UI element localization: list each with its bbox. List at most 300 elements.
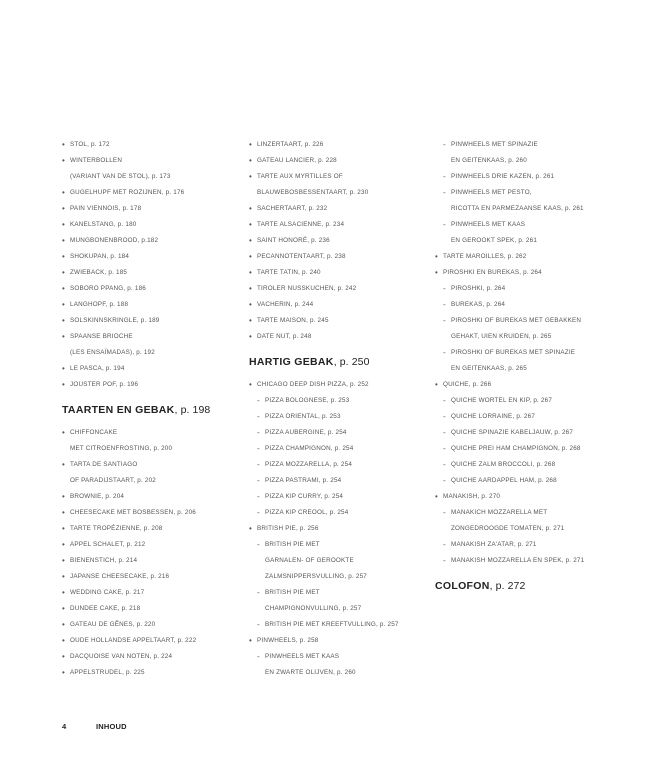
toc-subitem (435, 521, 635, 537)
toc-item-title: TARTE MAROILLES (443, 253, 504, 260)
toc-item (62, 441, 242, 457)
toc-item (62, 473, 242, 489)
bullet-icon: • (62, 332, 66, 341)
toc-item-page: , p. 268 (534, 477, 557, 484)
toc-item-page: , p. 258 (295, 637, 319, 644)
section-page: , p. 250 (333, 356, 370, 368)
page-footer (62, 722, 127, 731)
bullet-icon: • (62, 252, 66, 261)
toc-column-2 (249, 137, 429, 681)
toc-list (62, 137, 242, 393)
toc-item (62, 377, 242, 393)
toc-item-title: APPEL SCHALET (70, 541, 123, 548)
toc-item-page: , p. 172 (87, 141, 110, 148)
toc-item-page: , p. 202 (133, 477, 156, 484)
toc-item-page: , p. 208 (139, 525, 163, 532)
bullet-icon: • (62, 364, 66, 373)
toc-item-title: BROWNIE (70, 493, 102, 500)
toc-subitem (435, 537, 635, 553)
toc-item-title: CHEESECAKE MET BOSBESSEN (70, 509, 174, 516)
toc-item-title: (LES ENSAÏMADAS) (70, 349, 133, 356)
toc-item-title: BIENENSTICH (70, 557, 115, 564)
dash-icon: - (257, 428, 260, 437)
bullet-icon: • (249, 172, 253, 181)
toc-item-title: PIZZA CHAMPIGNON (265, 445, 331, 452)
toc-item-title: QUICHE WORTEL EN KIP (451, 397, 530, 404)
bullet-icon: • (62, 268, 66, 277)
toc-item-title: EN GEROOKT SPEK (451, 237, 515, 244)
toc-item (62, 169, 242, 185)
toc-item-title: PIROSHKI OF BUREKAS MET GEBAKKEN (451, 317, 582, 324)
toc-item-page: , p. 228 (314, 157, 337, 164)
toc-item (62, 265, 242, 281)
toc-item-page: , p. 186 (123, 285, 146, 292)
toc-item-title: PIZZA KIP CREOOL (265, 509, 326, 516)
toc-item-page: , p. 271 (561, 557, 585, 564)
dash-icon: - (257, 444, 260, 453)
toc-column-3 (435, 137, 635, 601)
bullet-icon: • (62, 620, 66, 629)
page-number: 4 (62, 722, 67, 731)
toc-item-title: OF PARADIJSTAART (70, 477, 134, 484)
dash-icon: - (443, 300, 446, 309)
dash-icon: - (443, 396, 446, 405)
toc-item-title: EN ZWARTE OLIJVEN (265, 669, 334, 676)
dash-icon: - (443, 444, 446, 453)
toc-subitem (435, 281, 635, 297)
bullet-icon: • (62, 300, 66, 309)
toc-item-page: , p. 224 (149, 653, 173, 660)
toc-item-title: QUICHE (443, 381, 469, 388)
toc-item-page: , p. 261 (531, 173, 555, 180)
bullet-icon: • (249, 300, 253, 309)
toc-item-title: TARTE MAISON (257, 317, 307, 324)
toc-item (249, 313, 429, 329)
toc-subitem (435, 553, 635, 569)
toc-item-page: , p. 257 (344, 573, 367, 580)
toc-item-page: , p. 267 (550, 429, 574, 436)
bullet-icon: • (62, 204, 66, 213)
toc-subitem (249, 585, 429, 601)
toc-item (249, 201, 429, 217)
dash-icon: - (443, 460, 446, 469)
toc-item-page: , p. 254 (318, 477, 342, 484)
dash-icon: - (443, 556, 446, 565)
toc-item (249, 281, 429, 297)
toc-item-page: , p. 192 (132, 349, 155, 356)
toc-item-page: , p. 257 (338, 605, 362, 612)
toc-item-title: PIZZA BOLOGNESE (265, 397, 327, 404)
toc-item (62, 601, 242, 617)
toc-item-title: QUICHE LORRAINE (451, 413, 513, 420)
toc-item-title: PINWHEELS DRIE KAZEN (451, 173, 532, 180)
section-title: COLOFON (435, 580, 490, 592)
toc-item-title: QUICHE AARDAPPEL HAM (451, 477, 535, 484)
toc-item-title: BRITISH PIE (257, 525, 296, 532)
bullet-icon: • (62, 508, 66, 517)
toc-item (249, 265, 429, 281)
bullet-icon: • (62, 460, 66, 469)
toc-item-title: TIROLER NUSSKUCHEN (257, 285, 334, 292)
toc-item-page: , p. 240 (298, 269, 321, 276)
toc-item-page: , p. 262 (503, 253, 527, 260)
dash-icon: - (443, 140, 446, 149)
toc-item (62, 617, 242, 633)
toc-item-title: WINTERBOLLEN (70, 157, 123, 164)
toc-item-title: SPAANSE BRIOCHE (70, 333, 133, 340)
toc-item (249, 185, 429, 201)
section-title: TAARTEN EN GEBAK (62, 404, 175, 416)
bullet-icon: • (62, 556, 66, 565)
toc-item-page: , p. 265 (504, 365, 527, 372)
toc-item-title: SOLSKINNSKRINGLE (70, 317, 137, 324)
toc-item-page: , p. 254 (324, 429, 347, 436)
bullet-icon: • (249, 236, 253, 245)
dash-icon: - (257, 620, 260, 629)
bullet-icon: • (249, 268, 253, 277)
toc-item-page: , p. 257 (376, 621, 399, 628)
toc-item-page: , p. 230 (345, 189, 369, 196)
toc-item-page: , p. 271 (513, 541, 537, 548)
toc-item-title: BRITISH PIE MET (265, 541, 320, 548)
dash-icon: - (443, 172, 446, 181)
toc-item-page: , p. 236 (307, 237, 330, 244)
toc-item-title: GATEAU LANCIER (257, 157, 315, 164)
section-heading (62, 403, 242, 417)
toc-item (62, 281, 242, 297)
section-heading (435, 579, 635, 593)
toc-item-title: SOBORO PPANG (70, 285, 124, 292)
footer-label: INHOUD (96, 722, 127, 731)
toc-subitem (435, 153, 635, 169)
toc-item-title: SAINT HONORÉ (257, 237, 308, 244)
toc-subitem (435, 457, 635, 473)
toc-item-page: , p. 270 (477, 493, 501, 500)
bullet-icon: • (62, 572, 66, 581)
toc-item-title: MANAKISH MOZZARELLA EN SPEK (451, 557, 562, 564)
bullet-icon: • (249, 636, 253, 645)
toc-item-page: , p. 220 (132, 621, 156, 628)
toc-subitem (249, 569, 429, 585)
toc-item-page: , p. 264 (482, 301, 506, 308)
bullet-icon: • (62, 156, 66, 165)
toc-item-page: , p. 271 (541, 525, 565, 532)
toc-item-title: STOL (70, 141, 88, 148)
toc-item-page: , p. 204 (101, 493, 125, 500)
toc-item-page: , p. 180 (113, 221, 137, 228)
toc-item-page: , p. 264 (519, 269, 542, 276)
toc-subitem (249, 617, 429, 633)
toc-item-page: , p. 267 (512, 413, 536, 420)
toc-item-page: , p. 265 (528, 333, 552, 340)
toc-item-title: QUICHE SPINAZIE KABELJAUW (451, 429, 551, 436)
toc-item (62, 457, 242, 473)
bullet-icon: • (62, 636, 66, 645)
toc-item-title: MANAKISH ZA'ATAR (451, 541, 514, 548)
toc-item-title: VACHERIN (257, 301, 291, 308)
toc-item-page: , p. 218 (117, 605, 141, 612)
toc-subitem (435, 169, 635, 185)
toc-item-page: , p. 267 (529, 397, 553, 404)
bullet-icon: • (62, 428, 66, 437)
toc-subitem (435, 425, 635, 441)
dash-icon: - (443, 348, 446, 357)
toc-item-page: , p. 222 (173, 637, 197, 644)
toc-item (62, 569, 242, 585)
toc-item-title: PINWHEELS (257, 637, 296, 644)
toc-item-title: PIROSHKI EN BUREKAS (443, 269, 520, 276)
toc-item (62, 649, 242, 665)
toc-item-page: , p. 252 (346, 381, 369, 388)
dash-icon: - (443, 284, 446, 293)
toc-item-title: KANELSTANG (70, 221, 114, 228)
toc-item (249, 377, 429, 393)
toc-item (249, 249, 429, 265)
toc-item-title: TARTE AUX MYRTILLES OF (257, 173, 343, 180)
toc-item-page: , p. 260 (504, 157, 527, 164)
dash-icon: - (443, 508, 446, 517)
toc-item-title: APPELSTRUDEL (70, 669, 123, 676)
toc-subitem (435, 345, 635, 361)
toc-item (62, 585, 242, 601)
toc-subitem (249, 649, 429, 665)
toc-subitem (435, 505, 635, 521)
toc-item-page: , p. 254 (325, 509, 349, 516)
toc-item-page: , p. 206 (173, 509, 196, 516)
section-page: , p. 272 (489, 580, 526, 592)
toc-subitem (249, 489, 429, 505)
toc-item-title: BRITISH PIE MET (265, 589, 320, 596)
toc-item (62, 233, 242, 249)
toc-item-page: , p. 245 (306, 317, 329, 324)
toc-item-page: , p. 253 (326, 397, 350, 404)
toc-subitem (435, 185, 635, 201)
section-page: , p. 198 (174, 404, 211, 416)
toc-item-title: GARNALEN- OF GEROOKTE (265, 557, 354, 564)
bullet-icon: • (62, 604, 66, 613)
toc-item-title: JAPANSE CHEESECAKE (70, 573, 147, 580)
toc-list (435, 137, 635, 569)
toc-item-page: , p. 232 (304, 205, 328, 212)
dash-icon: - (257, 508, 260, 517)
toc-item-title: ZONGEDROOGDE TOMATEN (451, 525, 542, 532)
toc-item-page: , p. 266 (468, 381, 492, 388)
dash-icon: - (443, 316, 446, 325)
toc-item-title: TARTE ALSACIENNE (257, 221, 322, 228)
toc-subitem (249, 409, 429, 425)
toc-item-title: BLAUWEBOSBESSENTAART (257, 189, 346, 196)
toc-item (249, 297, 429, 313)
toc-item-title: MANAKICH MOZZARELLA MET (451, 509, 548, 516)
toc-item-title: PINWHEELS MET PESTO, (451, 189, 532, 196)
toc-item (249, 169, 429, 185)
dash-icon: - (257, 540, 260, 549)
toc-item-title: PIZZA AUBERGINE (265, 429, 324, 436)
toc-item-page: , p. 173 (147, 173, 171, 180)
toc-item-title: EN GEITENKAAS (451, 365, 505, 372)
bullet-icon: • (249, 284, 253, 293)
toc-item-title: CHICAGO DEEP DISH PIZZA (257, 381, 347, 388)
toc-item (249, 633, 429, 649)
bullet-icon: • (249, 252, 253, 261)
toc-item-page: , p. 184 (106, 253, 130, 260)
toc-item-page: , p. 185 (104, 269, 128, 276)
bullet-icon: • (435, 268, 439, 277)
dash-icon: - (443, 540, 446, 549)
bullet-icon: • (435, 380, 439, 389)
toc-item (249, 233, 429, 249)
toc-item-title: DACQUOISE VAN NOTEN (70, 653, 150, 660)
toc-item-title: GATEAU DE GÊNES (70, 621, 133, 628)
bullet-icon: • (249, 204, 253, 213)
bullet-icon: • (62, 316, 66, 325)
toc-item-title: PIZZA KIP CURRY (265, 493, 321, 500)
toc-item (62, 297, 242, 313)
bullet-icon: • (62, 588, 66, 597)
toc-item-title: PINWHEELS MET KAAS (451, 221, 526, 228)
toc-item-page: , p. 254 (330, 445, 354, 452)
toc-item-page: , p. 178 (118, 205, 142, 212)
toc-item-page: , p. 268 (532, 461, 556, 468)
toc-item (62, 521, 242, 537)
toc-item (62, 329, 242, 345)
dash-icon: - (443, 220, 446, 229)
dash-icon: - (257, 396, 260, 405)
dash-icon: - (443, 188, 446, 197)
toc-item-page: , p. 268 (558, 445, 581, 452)
toc-item-title: PINWHEELS MET KAAS (265, 653, 340, 660)
toc-list (249, 377, 429, 681)
toc-subitem (249, 441, 429, 457)
toc-item-page: , p. 261 (561, 205, 584, 212)
bullet-icon: • (62, 540, 66, 549)
toc-item-title: WEDDING CAKE (70, 589, 122, 596)
bullet-icon: • (62, 492, 66, 501)
toc-item-title: TARTE TATIN (257, 269, 299, 276)
toc-item-page: , p. 217 (121, 589, 145, 596)
toc-subitem (435, 393, 635, 409)
toc-item (62, 345, 242, 361)
toc-item-title: TARTE TROPÉZIENNE (70, 525, 140, 532)
toc-item-page: , p. 244 (290, 301, 314, 308)
toc-item-title: PIROSHKI (451, 285, 483, 292)
dash-icon: - (257, 492, 260, 501)
dash-icon: - (443, 412, 446, 421)
toc-item (62, 137, 242, 153)
toc-item-title: BRITISH PIE MET KREEFTVULLING (265, 621, 377, 628)
toc-item-title: BUREKAS (451, 301, 483, 308)
bullet-icon: • (249, 380, 253, 389)
toc-item-title: LE PASCA (70, 365, 102, 372)
toc-item-title: MUNGBONENBROOD (70, 237, 138, 244)
dash-icon: - (443, 476, 446, 485)
toc-subitem (249, 553, 429, 569)
toc-item-title: MET CITROENFROSTING (70, 445, 150, 452)
toc-item (249, 217, 429, 233)
toc-item (62, 217, 242, 233)
toc-item-title: OUDE HOLLANDSE APPELTAART (70, 637, 174, 644)
toc-item-title: (VARIANT VAN DE STOL) (70, 173, 148, 180)
dash-icon: - (257, 412, 260, 421)
section-title: HARTIG GEBAK (249, 356, 334, 368)
toc-item-title: LINZERTAART (257, 141, 301, 148)
dash-icon: - (257, 476, 260, 485)
toc-item-title: EN GEITENKAAS (451, 157, 505, 164)
toc-item (62, 201, 242, 217)
toc-item-page: , p. 234 (321, 221, 345, 228)
toc-item-title: GEHAKT, UIEN KRUIDEN (451, 333, 529, 340)
toc-item-title: QUICHE ZALM BROCCOLI (451, 461, 533, 468)
toc-item (435, 249, 635, 265)
bullet-icon: • (249, 156, 253, 165)
dash-icon: - (443, 428, 446, 437)
toc-item (62, 633, 242, 649)
toc-item-title: ZWIEBACK (70, 269, 105, 276)
toc-subitem (249, 601, 429, 617)
dash-icon: - (257, 652, 260, 661)
toc-subitem (435, 217, 635, 233)
dash-icon: - (257, 588, 260, 597)
bullet-icon: • (249, 524, 253, 533)
toc-item-title: PAIN VIENNOIS (70, 205, 119, 212)
bullet-icon: • (249, 220, 253, 229)
toc-item-title: SHOKUPAN (70, 253, 107, 260)
bullet-icon: • (62, 284, 66, 293)
toc-item (249, 153, 429, 169)
toc-item-title: DUNDEE CAKE (70, 605, 118, 612)
toc-item-page: , p. 254 (320, 493, 344, 500)
toc-item-title: ZALMSNIPPERSVULLING (265, 573, 345, 580)
toc-item-page: , p. 225 (122, 669, 145, 676)
toc-item-title: PIROSHKI OF BUREKAS MET SPINAZIE (451, 349, 576, 356)
toc-subitem (435, 441, 635, 457)
toc-subitem (435, 297, 635, 313)
bullet-icon: • (249, 332, 253, 341)
toc-item-page: , p. 256 (295, 525, 319, 532)
bullet-icon: • (435, 492, 439, 501)
toc-item-page: , p. 214 (114, 557, 138, 564)
toc-list (62, 425, 242, 681)
toc-item-page: , p. 176 (161, 189, 185, 196)
toc-item-title: PIZZA PASTRAMI (265, 477, 319, 484)
toc-item-page: , p. 189 (136, 317, 160, 324)
toc-item (249, 521, 429, 537)
toc-item (62, 537, 242, 553)
toc-subitem (249, 505, 429, 521)
toc-subitem (249, 457, 429, 473)
toc-item-title: PIZZA MOZZARELLA (265, 461, 330, 468)
toc-item-title: DATE NUT (257, 333, 289, 340)
toc-subitem (249, 537, 429, 553)
toc-item-title: SACHERTAART (257, 205, 305, 212)
bullet-icon: • (62, 188, 66, 197)
toc-item-title: CHIFFONCAKE (70, 429, 118, 436)
bullet-icon: • (62, 524, 66, 533)
toc-item-page: , p. 242 (333, 285, 357, 292)
toc-item (249, 329, 429, 345)
toc-item (435, 265, 635, 281)
toc-item-page: , p. 196 (115, 381, 139, 388)
toc-item-page: , p. 194 (101, 365, 125, 372)
toc-item-title: PIZZA ORIENTAL (265, 413, 319, 420)
toc-subitem (435, 361, 635, 377)
toc-item-title: QUICHE PREI HAM CHAMPIGNON (451, 445, 559, 452)
bullet-icon: • (249, 140, 253, 149)
toc-item (62, 153, 242, 169)
toc-item-page: , p. 216 (146, 573, 170, 580)
toc-item (435, 489, 635, 505)
toc-subitem (435, 137, 635, 153)
